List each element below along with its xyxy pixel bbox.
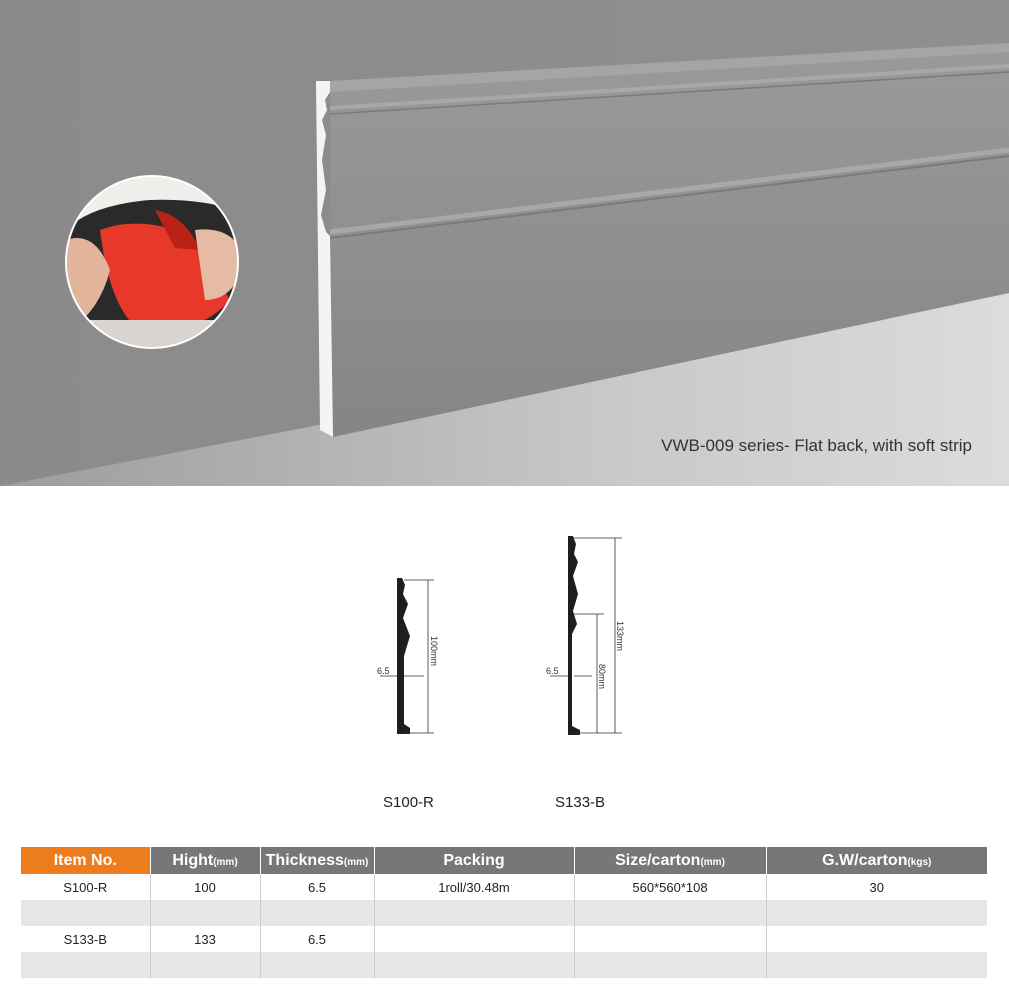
- profile-s100-r: [377, 578, 439, 734]
- header-thickness: Thickness(mm): [260, 847, 374, 874]
- table-row: [21, 926, 987, 952]
- profile-cross-sections: [0, 486, 1009, 844]
- profile-drawings: [0, 486, 1009, 844]
- table-cell: 560*560*108: [574, 874, 766, 900]
- table-cell: 30: [766, 874, 987, 900]
- table-row: [21, 952, 987, 978]
- table-cell: [150, 952, 260, 978]
- table-cell: [574, 952, 766, 978]
- table-cell: S133-B: [63, 931, 107, 947]
- product-caption: VWB-009 series- Flat back, with soft strip: [661, 436, 972, 455]
- header-item-no: Item No.: [21, 847, 150, 874]
- header-packing: Packing: [374, 847, 574, 874]
- s133-inner-height-label: 80mm: [597, 664, 607, 690]
- s133-thickness-label: 6.5: [546, 666, 559, 676]
- table-cell: [374, 952, 574, 978]
- table-cell: [574, 900, 766, 926]
- table-cell: 1roll/30.48m: [374, 874, 574, 900]
- table-cell: [21, 900, 150, 926]
- table-cell: 100: [150, 874, 260, 900]
- table-cell: [260, 900, 374, 926]
- s133-b-label: S133-B: [555, 794, 606, 811]
- table-cell: [21, 952, 150, 978]
- table-cell: 6.5: [260, 874, 374, 900]
- table-cell: [260, 952, 374, 978]
- table-header-row: [21, 847, 987, 874]
- skirting-board-illustration: [0, 0, 1009, 486]
- s100-r-label: S100-R: [383, 794, 434, 811]
- table-cell: 133: [150, 926, 260, 952]
- spec-table: [21, 847, 987, 978]
- table-row: [21, 900, 987, 926]
- table-cell: [766, 952, 987, 978]
- profile-s133-b: [546, 536, 625, 735]
- table-row: [21, 874, 987, 900]
- s100-height-label: 100mm: [429, 636, 439, 667]
- table-cell: [574, 926, 766, 952]
- header-size-carton: Size/carton(mm): [574, 847, 766, 874]
- product-photo: [0, 0, 1009, 486]
- table-cell: [766, 926, 987, 952]
- s100-thickness-label: 6.5: [377, 666, 390, 676]
- table-cell: S100-R: [63, 879, 108, 895]
- table-cell: [766, 900, 987, 926]
- table-cell: [374, 900, 574, 926]
- table-cell: 6.5: [260, 926, 374, 952]
- table-cell: [150, 900, 260, 926]
- header-height: Hight(mm): [150, 847, 260, 874]
- header-gw-carton: G.W/carton(kgs): [766, 847, 987, 874]
- s133-height-label: 133mm: [615, 621, 625, 652]
- table-cell: [374, 926, 574, 952]
